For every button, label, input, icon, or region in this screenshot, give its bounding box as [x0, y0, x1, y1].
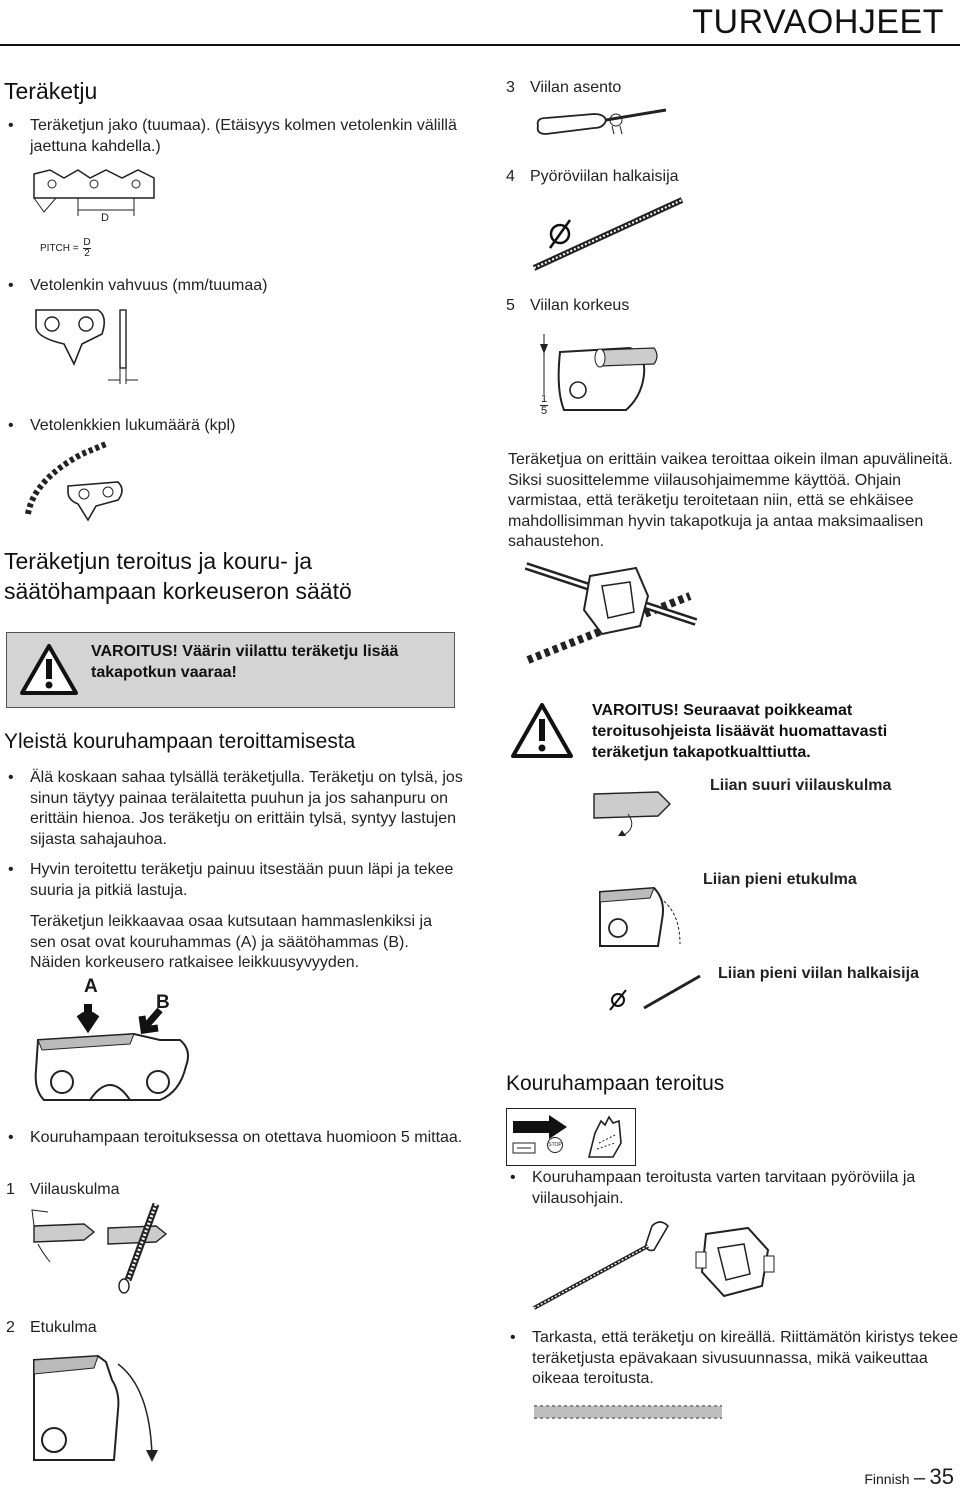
bullet-pitch-text: Teräketjun jako (tuumaa). (Etäisyys kolmen vetolenkin välillä jaettuna kahdella.)	[30, 117, 457, 155]
pitch-formula	[40, 238, 91, 259]
bullet-sharp-chain	[4, 860, 474, 901]
bullet-check-tension	[506, 1328, 960, 1390]
paragraph-file-guide: Teräketjua on erittäin vaikea teroittaa oikein ilman apuvälineitä. Siksi suosittelemme viilausohjaimemme käyttöä. Ohjain varmistaa, että teräketju teroitetaan niin, että se ehkäisee mahdollisimman hyvin takapotkuja ja antaa maksimaalisen sahaustehon.	[508, 451, 953, 550]
cutter-ab-illustration	[30, 1000, 210, 1110]
file-diameter-too-small-illustration	[604, 970, 704, 1016]
numbered-item-4	[504, 167, 679, 188]
bullet-tools-needed-text: Kouruhampaan teroitusta varten tarvitaan pyöröviila ja viilausohjain.	[532, 1169, 916, 1207]
warning-label: VAROITUS!	[592, 702, 679, 719]
bullet-link-count	[4, 416, 470, 437]
paragraph-cutter-parts: Teräketjun leikkaavaa osaa kutsutaan hammaslenkiksi ja sen osat ovat kouruhammas (A) ja säätöhammas (B). Näiden korkeusero ratkaisee leikkuusyvyyden.	[30, 913, 432, 971]
warning-label: VAROITUS!	[91, 643, 178, 660]
item-text: Viilan asento	[530, 79, 622, 96]
stop-badge: STOP	[547, 1137, 563, 1153]
pitch-formula-den: 2	[84, 248, 90, 259]
warning-box-kickback	[6, 632, 455, 708]
top-plate-angle-illustration	[28, 1340, 168, 1470]
pitch-formula-num: D	[83, 237, 91, 248]
file-position-illustration	[530, 100, 670, 150]
round-file-and-guide-illustration	[528, 1216, 778, 1312]
bullet-mark: •	[510, 1329, 516, 1346]
section-title-cutter-sharpening: Kouruhampaan teroitus	[506, 1072, 725, 1095]
footer-page-number: 35	[929, 1464, 954, 1489]
header-rule	[0, 44, 960, 46]
bullet-link-count-text: Vetolenkkien lukumäärä (kpl)	[30, 417, 236, 434]
item-number: 4	[506, 168, 515, 185]
numbered-item-2	[4, 1318, 97, 1339]
file-height-illustration	[530, 330, 670, 420]
drive-link-thickness-illustration	[28, 304, 148, 390]
warning-text-kickback	[91, 641, 441, 683]
bullet-mark: •	[8, 417, 14, 434]
item-text: Etukulma	[30, 1319, 97, 1336]
page-footer	[864, 1464, 954, 1492]
file-diameter-illustration	[530, 192, 690, 274]
filing-angle-illustration	[28, 1200, 178, 1292]
item-number: 3	[506, 79, 515, 96]
warning-triangle-icon	[510, 702, 574, 760]
item-number: 2	[6, 1319, 15, 1336]
bullet-sharp-chain-text: Hyvin teroitettu teräketju painuu itsestään puun läpi ja tekee suuria ja pitkiä lastuja.	[30, 861, 454, 899]
label-b: B	[156, 992, 170, 1013]
bullet-pitch	[4, 116, 470, 157]
item-number: 5	[506, 297, 515, 314]
bullet-gauge-text: Vetolenkin vahvuus (mm/tuumaa)	[30, 277, 268, 294]
fraction-numerator: 1	[541, 393, 548, 405]
bullet-five-measures-text: Kouruhampaan teroituksessa on otettava huomioon 5 mittaa.	[30, 1129, 463, 1146]
footer-language: Finnish	[864, 1471, 910, 1487]
warning-text-deviations	[592, 700, 948, 763]
warning-message: Väärin viilattu teräketju lisää takapotkun vaaraa!	[91, 643, 399, 681]
label-a: A	[84, 976, 98, 997]
bullet-mark: •	[8, 769, 14, 786]
item-text: Pyöröviilan halkaisija	[530, 168, 679, 185]
bullet-check-tension-text: Tarkasta, että teräketju on kireällä. Riittämätön kiristys tekee teräketjusta epävakaan sivusuunnassa, mikä vaikeuttaa oikeaa teroitusta.	[532, 1329, 958, 1387]
footer-separator: –	[913, 1467, 926, 1489]
bullet-mark: •	[8, 117, 14, 134]
section-title-sharpening: Teräketjun teroitus ja kouru- ja säätöhampaan korkeuseron säätö	[4, 548, 352, 604]
warning-triangle-icon	[19, 643, 79, 697]
item-text: Viilauskulma	[30, 1181, 120, 1198]
bullet-mark: •	[8, 1129, 14, 1146]
item-number: 1	[6, 1181, 15, 1198]
fraction-denominator: 5	[541, 405, 548, 417]
bullet-mark: •	[510, 1169, 516, 1186]
pitch-formula-label: PITCH =	[40, 243, 79, 255]
chain-strip-illustration	[534, 1400, 724, 1424]
item-text: Viilan korkeus	[530, 297, 630, 314]
filing-angle-too-large-illustration	[588, 786, 698, 846]
section-title-general: Yleistä kouruhampaan teroittamisesta	[4, 730, 356, 753]
page-header-title: TURVAOHJEET	[692, 3, 944, 41]
deviation-top-plate-label: Liian pieni etukulma	[703, 871, 857, 888]
deviation-angle-label: Liian suuri viilauskulma	[710, 777, 892, 794]
bullet-mark: •	[8, 277, 14, 294]
numbered-item-3	[504, 78, 621, 99]
bullet-dull-chain-text: Älä koskaan sahaa tylsällä teräketjulla. Teräketju on tylsä, jos sinun täytyy painaa terälaitetta puuhun ja jos sahanpuru on erittäin hienoa. Jos teräketju on erittäin tylsä, syntyy lastujen sijasta sahajauhoa.	[30, 769, 463, 848]
deviation-diameter-label: Liian pieni viilan halkaisija	[718, 965, 919, 982]
section-title-chain: Teräketju	[4, 78, 98, 104]
pitch-d-label: D	[101, 212, 109, 224]
warning-deviations	[496, 692, 958, 782]
top-plate-too-small-illustration	[596, 880, 696, 950]
height-fraction	[540, 394, 548, 417]
tools-box	[506, 1108, 636, 1166]
file-guide-illustration	[520, 556, 700, 668]
chain-count-illustration	[22, 440, 132, 522]
glove-icon	[581, 1113, 629, 1161]
bullet-gauge	[4, 276, 470, 297]
bullet-tools-needed	[506, 1168, 960, 1209]
bullet-mark: •	[8, 861, 14, 878]
bullet-five-measures	[4, 1128, 474, 1149]
warning-message: Seuraavat poikkeamat teroitusohjeista lisäävät huomattavasti teräketjun takapotkualttiutta.	[592, 702, 888, 761]
numbered-item-1	[4, 1180, 120, 1201]
bullet-dull-chain	[4, 768, 474, 850]
numbered-item-5	[504, 296, 629, 317]
